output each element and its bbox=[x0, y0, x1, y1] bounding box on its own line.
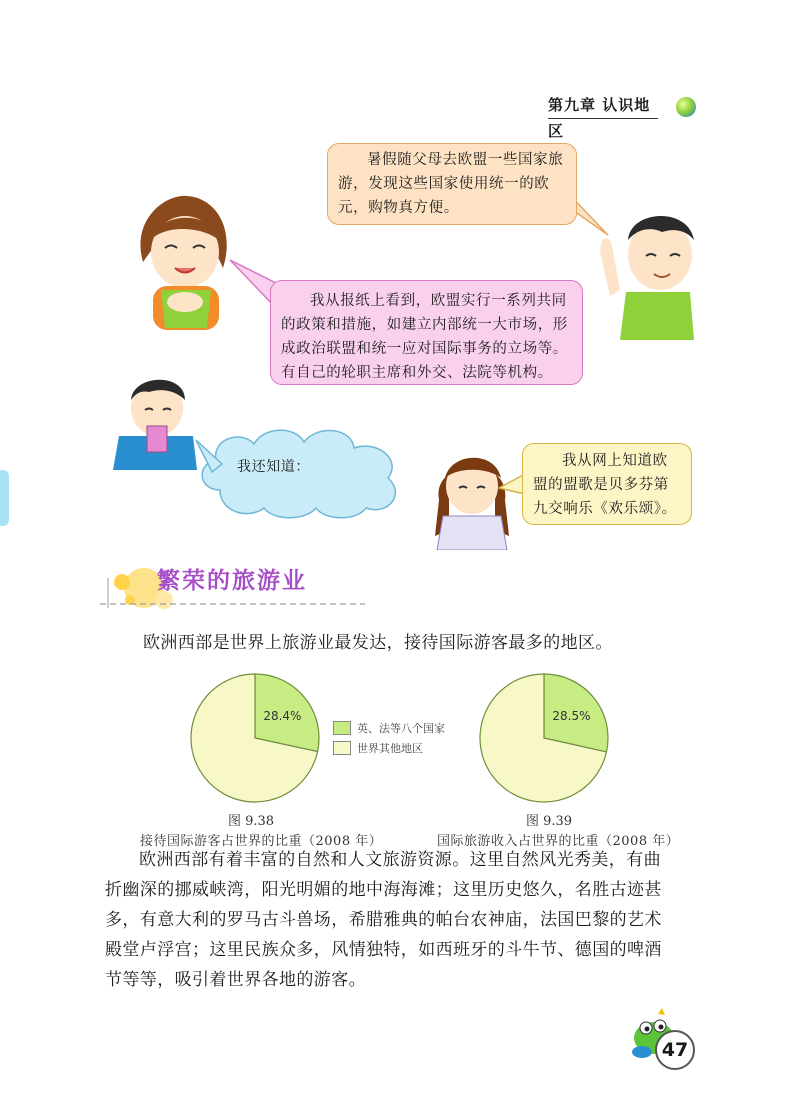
paragraph-intro: 欧洲西部是世界上旅游业最发达，接待国际游客最多的地区。 bbox=[143, 633, 613, 653]
globe-icon bbox=[676, 97, 696, 117]
side-tab-decoration bbox=[0, 470, 9, 526]
paragraph-line: 节等等，吸引着世界各地的游客。 bbox=[105, 970, 366, 990]
legend-item bbox=[333, 738, 445, 758]
paragraph-resources bbox=[105, 845, 701, 995]
pie-slice-label: 28.5% bbox=[552, 708, 591, 723]
pie-chart-revenue bbox=[474, 668, 614, 808]
speech-bubble-orange bbox=[327, 143, 577, 225]
chapter-header: 第九章 认识地区 bbox=[548, 92, 658, 119]
reading-boy-illustration bbox=[105, 370, 200, 470]
legend-label: 英、法等八个国家 bbox=[357, 722, 445, 735]
figure-number: 图 9.38 bbox=[228, 814, 275, 829]
figure-caption: 国际旅游收入占世界的比重（2008 年） bbox=[437, 834, 680, 849]
speech-bubble-text: 我从报纸上看到，欧盟实行一系列共同的政策和措施，如建立内部统一大市场，形成政治联盟和统一应对国际事务的立场等。有自己的轮职主席和外交、法院等机构。 bbox=[281, 293, 568, 381]
chart-legend bbox=[333, 718, 445, 758]
speech-bubble-pink bbox=[270, 280, 583, 385]
pie-slice-label: 28.4% bbox=[263, 708, 302, 723]
paragraph-line: 殿堂卢浮宫；这里民族众多，风情独特，如西班牙的斗牛节、德国的啤酒 bbox=[105, 940, 662, 960]
speech-bubble-yellow bbox=[522, 443, 692, 525]
legend-item bbox=[333, 718, 445, 738]
figure-caption: 接待国际游客占世界的比重（2008 年） bbox=[140, 834, 383, 849]
figure-number: 图 9.39 bbox=[526, 814, 573, 829]
legend-swatch bbox=[333, 721, 351, 735]
pie-chart-tourists bbox=[185, 668, 325, 808]
paragraph-line: 折幽深的挪威峡湾，阳光明媚的地中海海滩；这里历史悠久，名胜古迹甚 bbox=[105, 880, 662, 900]
paragraph-line: 多，有意大利的罗马古斗兽场，希腊雅典的帕台农神庙，法国巴黎的艺术 bbox=[105, 910, 662, 930]
page-number: 47 bbox=[655, 1030, 695, 1070]
girl-illustration bbox=[135, 190, 235, 330]
legend-label: 世界其他地区 bbox=[357, 742, 423, 755]
speech-bubble-text: 暑假随父母去欧盟一些国家旅游，发现这些国家使用统一的欧元，购物真方便。 bbox=[338, 152, 564, 216]
legend-swatch bbox=[333, 741, 351, 755]
speech-bubble-text: 我从网上知道欧盟的盟歌是贝多芬第九交响乐《欢乐颂》。 bbox=[533, 453, 677, 517]
section-title: 繁荣的旅游业 bbox=[157, 567, 307, 594]
thought-cloud-text: 我还知道： bbox=[237, 459, 310, 475]
paragraph-line: 欧洲西部有着丰富的自然和人文旅游资源。这里自然风光秀美，有曲 bbox=[139, 850, 661, 870]
